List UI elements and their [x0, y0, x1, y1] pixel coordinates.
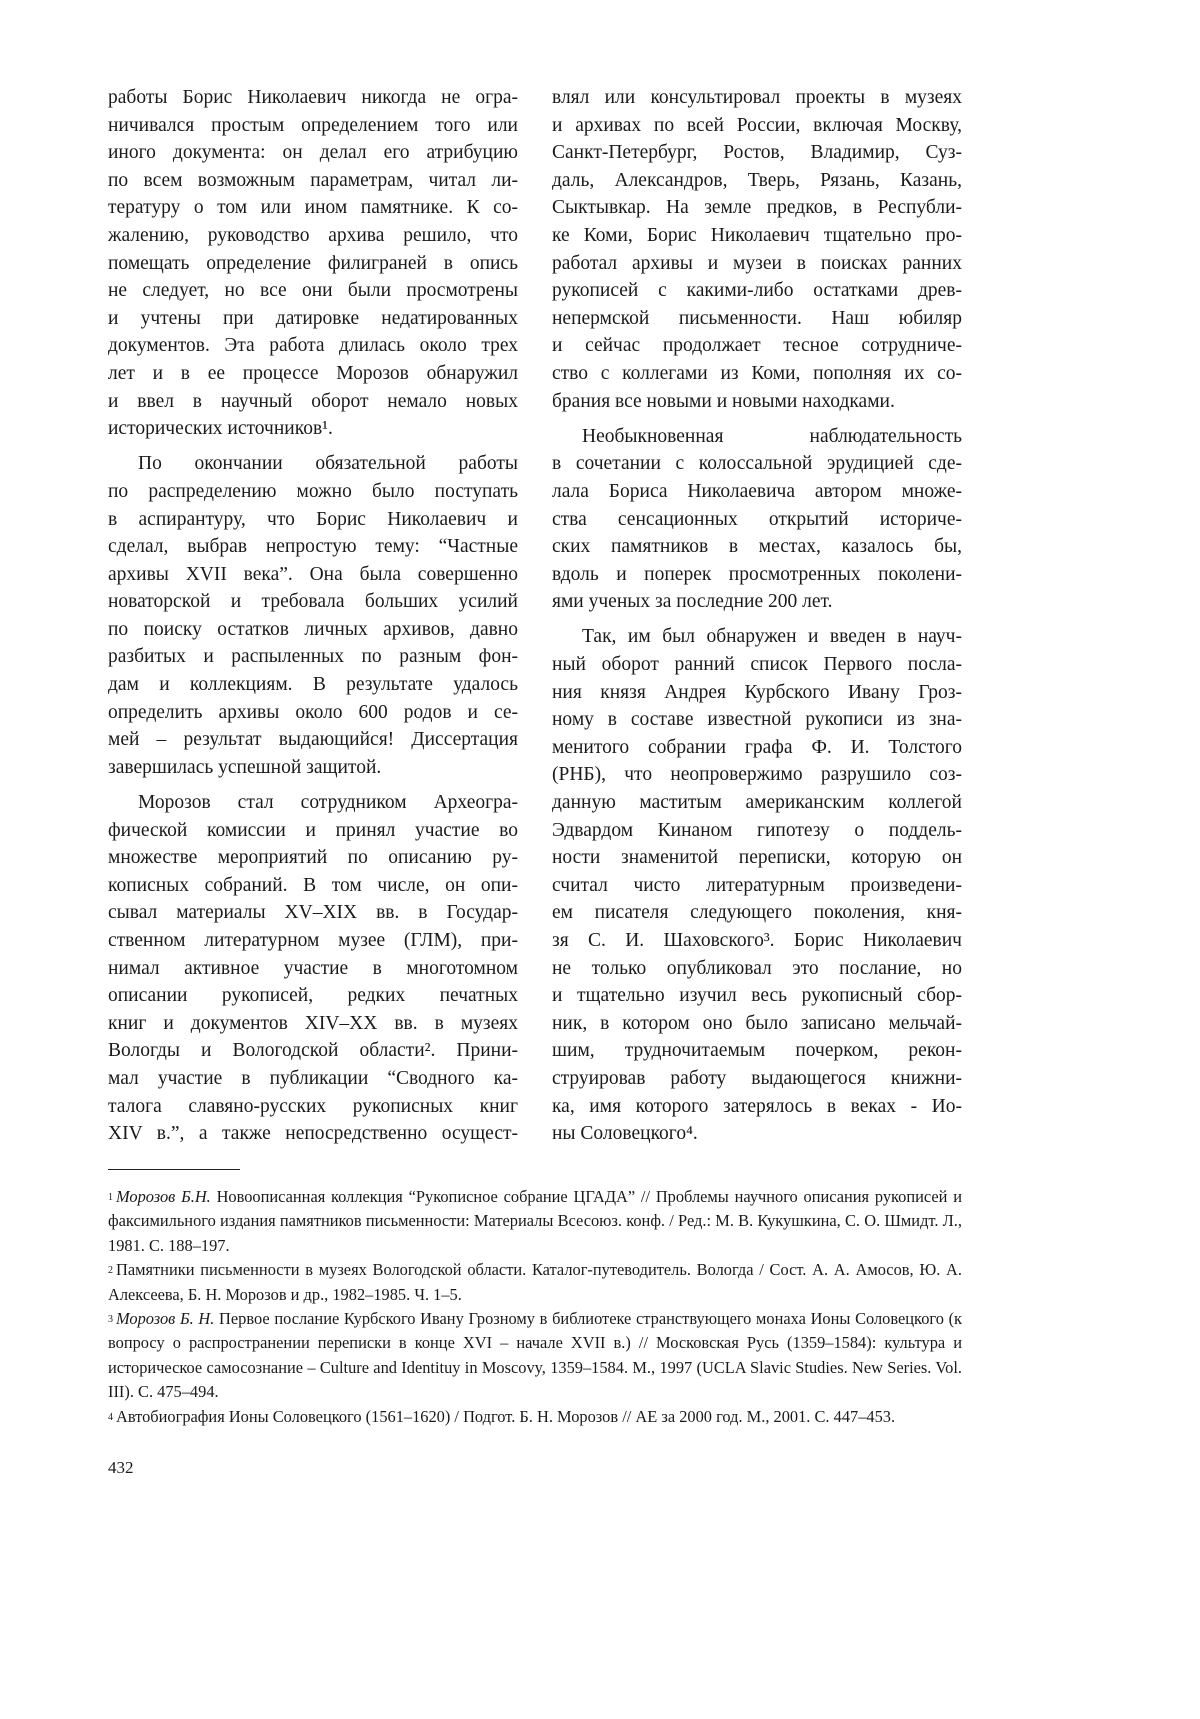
footnote-text: Памятники письменности в музеях Вологодской области. Каталог-путеводитель. Вологда / Сост. А. А. Амосов, Ю. А. Алексеева, Б. Н. Морозов и др., 1982–1985. Ч. 1–5.: [108, 1260, 962, 1304]
text-line: множестве мероприятий по описанию ру-: [108, 847, 518, 869]
text-line: по всем возможным параметрам, читал ли-: [108, 169, 518, 191]
text-line: определить архивы около 600 родов и се-: [108, 701, 518, 723]
text-line: мей – результат выдающийся! Диссертация: [108, 729, 518, 751]
footnote: [108, 1258, 962, 1307]
text-line: иного документа: он делал его атрибуцию: [108, 142, 518, 164]
text-line: в аспирантуру, что Борис Николаевич и: [108, 508, 518, 530]
text-line: по распределению можно было поступать: [108, 480, 518, 502]
text-line: Вологды и Вологодской области². Прини-: [108, 1040, 518, 1062]
footnote-author: Морозов Б. Н.: [116, 1309, 215, 1329]
text-line: и учтены при датировке недатированных: [108, 307, 518, 329]
text-line: тературу о том или ином памятнике. К со-: [108, 197, 518, 219]
footnote-author: Морозов Б.Н.: [116, 1187, 211, 1206]
text-line: XIV в.”, а также непосредственно осущест-: [108, 1123, 518, 1145]
footnote-number: 4: [108, 1411, 113, 1423]
footnote-number: 2: [108, 1265, 113, 1277]
text-line: и архивах по всей России, включая Москву,: [552, 114, 962, 136]
text-line: работал архивы и музеи в поисках ранних: [552, 252, 962, 274]
text-line: Морозов стал сотрудником Археогра-: [138, 792, 518, 814]
text-line: ному в составе известной рукописи из зна-: [552, 709, 962, 731]
text-line: исторических источников¹.: [108, 418, 333, 440]
text-line: мал участие в публикации “Сводного ка-: [108, 1067, 518, 1089]
text-line: дам и коллекциям. В результате удалось: [108, 674, 518, 696]
text-line: менитого собрании графа Ф. И. Толстого: [552, 736, 962, 758]
text-line: считал чисто литературным произведени-: [552, 874, 962, 896]
footnote-separator: [108, 1169, 240, 1170]
text-line: ничивался простым определением того или: [108, 114, 518, 136]
text-line: завершилась успешной защитой.: [108, 756, 382, 778]
text-line: ник, в котором оно было записано мельчай-: [552, 1012, 962, 1034]
paragraph: [108, 789, 518, 1148]
text-line: сывал материалы XV–XIX вв. в Государ-: [108, 902, 518, 924]
text-line: Необыкновенная наблюдательность: [582, 425, 962, 447]
text-line: ный оборот ранний список Первого посла-: [552, 654, 962, 676]
text-line: ны Соловецкого⁴.: [552, 1123, 698, 1145]
text-line: рукописей с какими-либо остатками древ-: [552, 280, 962, 302]
text-line: разбитых и распыленных по разным фон-: [108, 646, 518, 668]
text-line: данную маститым американским коллегой: [552, 792, 962, 814]
text-line: ями ученых за последние 200 лет.: [552, 591, 833, 613]
text-line: в сочетании с колоссальной эрудицией сде-: [552, 453, 962, 475]
text-line: книг и документов XIV–XX вв. в музеях: [108, 1012, 518, 1034]
text-line: ности знаменитой переписки, которую он: [552, 847, 962, 869]
paragraph: [108, 84, 518, 443]
text-line: новаторской и требовала больших усилий: [108, 591, 518, 613]
text-line: ния князя Андрея Курбского Ивану Гроз-: [552, 681, 962, 703]
text-line: зя С. И. Шаховского³. Борис Николаевич: [552, 930, 962, 951]
text-line: По окончании обязательной работы: [138, 453, 518, 475]
text-line: не только опубликовал это послание, но: [552, 957, 962, 979]
text-line: непермской письменности. Наш юбиляр: [552, 307, 962, 329]
text-line: документов. Эта работа длилась около трех: [108, 335, 518, 357]
text-line: ке Коми, Борис Николаевич тщательно про-: [552, 224, 962, 246]
text-line: шим, трудночитаемым почерком, рекон-: [552, 1040, 962, 1062]
text-line: ственном литературном музее (ГЛМ), при-: [108, 930, 518, 951]
text-line: ем писателя следующего поколения, кня-: [552, 902, 962, 924]
text-line: фической комиссии и принял участие во: [108, 819, 518, 841]
footnotes: [108, 1185, 962, 1429]
text-line: нимал активное участие в многотомном: [108, 957, 518, 979]
text-line: сделал, выбрав непростую тему: “Частные: [108, 536, 518, 558]
text-line: архивы XVII века”. Она была совершенно: [108, 563, 518, 585]
text-line: вдоль и поперек просмотренных поколени-: [552, 563, 962, 585]
text-line: по поиску остатков личных архивов, давно: [108, 618, 518, 640]
footnote-number: 1: [108, 1192, 113, 1203]
right-text-column: [552, 84, 962, 1155]
text-line: кописных собраний. В том числе, он опи-: [108, 874, 518, 896]
page-number: 432: [108, 1458, 134, 1477]
text-line: не следует, но все они были просмотрены: [108, 280, 518, 302]
footnote-number: 3: [108, 1314, 113, 1326]
text-line: ских памятников в местах, казалось бы,: [552, 536, 962, 558]
paragraph: [552, 423, 962, 616]
text-line: работы Борис Николаевич никогда не огра-: [108, 87, 518, 108]
footnote: [108, 1405, 962, 1429]
footnote-text: Первое послание Курбского Ивану Грозному в библиотеке странствующего монаха Ионы Соловецкого (к вопросу о распространении переписки в конце XVI – начале XVII в.) // Московская Русь (1359–1584): культура и историческое самосознание – Culture and Identituy in Moscovy, 1359–1584. М., 1997 (UCLA Slavic Studies. New Series. Vol. III). С. 475–494.: [108, 1309, 962, 1402]
paragraph: [108, 450, 518, 781]
text-line: и сейчас продолжает тесное сотрудниче-: [552, 335, 962, 357]
text-line: Так, им был обнаружен и введен в науч-: [582, 626, 962, 648]
text-line: лет и в ее процессе Морозов обнаружил: [108, 362, 518, 384]
footnote: [108, 1185, 962, 1258]
text-line: лала Бориса Николаевича автором множе-: [552, 480, 962, 502]
text-line: и ввел в научный оборот немало новых: [108, 390, 518, 412]
paragraph: [552, 84, 962, 415]
footnote-text: Автобиография Ионы Соловецкого (1561–1620) / Подгот. Б. Н. Морозов // АЕ за 2000 год. М., 2001. С. 447–453.: [116, 1406, 896, 1426]
text-line: талога славяно-русских рукописных книг: [108, 1095, 518, 1117]
text-line: ство с коллегами из Коми, пополняя их со-: [552, 362, 962, 384]
text-line: Эдвардом Кинаном гипотезу о поддель-: [552, 819, 962, 841]
text-line: брания все новыми и новыми находками.: [552, 390, 895, 412]
text-line: Сыктывкар. На земле предков, в Республи-: [552, 197, 962, 219]
text-line: жалению, руководство архива решило, что: [108, 224, 518, 246]
text-line: даль, Александров, Тверь, Рязань, Казань,: [552, 169, 962, 191]
footnote: [108, 1307, 962, 1405]
text-line: ка, имя которого затерялось в веках - Ио-: [552, 1095, 962, 1117]
text-line: (РНБ), что неопровержимо разрушило соз-: [552, 764, 962, 786]
footnote-text: Новоописанная коллекция “Рукописное собрание ЦГАДА” // Проблемы научного описания рукописей и факсимильного издания памятников письменности: Материалы Всесоюз. конф. / Ред.: М. В. Кукушкина, С. О. Шмидт. Л., 1981. С. 188–197.: [108, 1187, 963, 1255]
text-line: помещать определение филиграней в опись: [108, 252, 518, 274]
text-line: ства сенсационных открытий историче-: [552, 508, 962, 530]
text-line: Санкт-Петербург, Ростов, Владимир, Суз-: [552, 142, 962, 164]
text-line: влял или консультировал проекты в музеях: [552, 87, 962, 108]
text-line: струировав работу выдающегося книжни-: [552, 1067, 962, 1089]
text-line: описании рукописей, редких печатных: [108, 985, 518, 1007]
paragraph: [552, 623, 962, 1147]
left-text-column: [108, 84, 518, 1155]
text-line: и тщательно изучил весь рукописный сбор-: [552, 985, 962, 1007]
